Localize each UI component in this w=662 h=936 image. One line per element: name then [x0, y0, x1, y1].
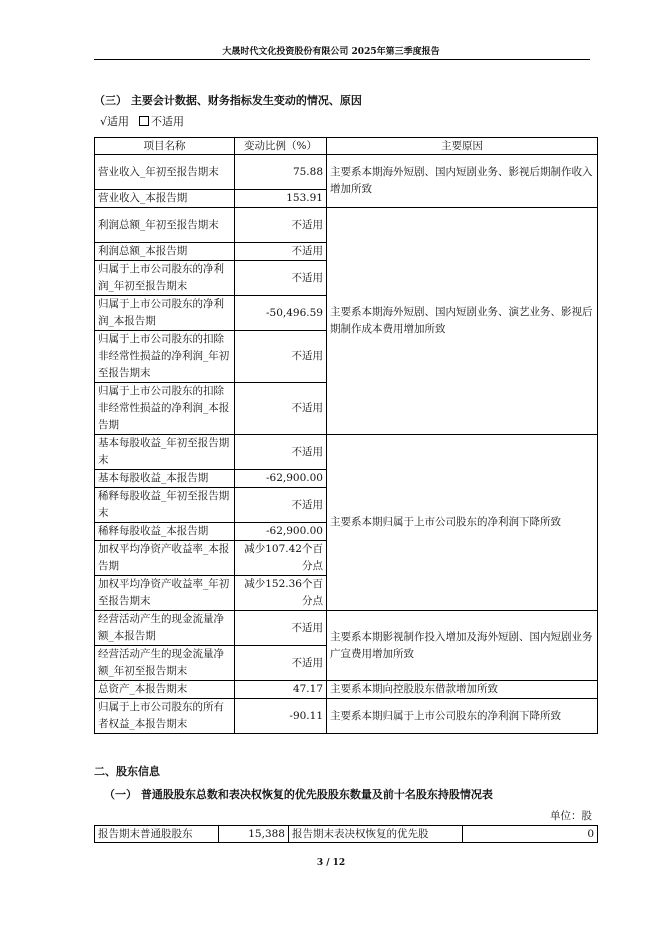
- row-name: 营业收入_年初至报告期末: [95, 155, 235, 190]
- row-ratio: 不适用: [235, 331, 327, 383]
- row-name: 归属于上市公司股东的所有者权益_本报告期末: [95, 699, 235, 734]
- table-row: [95, 155, 598, 190]
- common-shareholders-label: 报告期末普通股股东: [95, 826, 219, 843]
- applicable-check-icon: √: [100, 115, 108, 128]
- row-ratio: 不适用: [235, 383, 327, 435]
- unit-label: 单位：股: [550, 810, 592, 822]
- common-shareholders-value: 15,388: [219, 826, 289, 843]
- row-ratio: 153.91: [235, 190, 327, 208]
- report-header: 大晟时代文化投资股份有限公司 2025年第三季度报告: [222, 47, 440, 57]
- row-name: 归属于上市公司股东的扣除非经常性损益的净利润_年初至报告期末: [95, 331, 235, 383]
- row-name: 经营活动产生的现金流量净额_本报告期: [95, 611, 235, 646]
- header-change-ratio: 变动比例（%）: [235, 138, 327, 155]
- row-name: 利润总额_年初至报告期末: [95, 208, 235, 243]
- applicability: [100, 113, 184, 129]
- section-title: （三） 主要会计数据、财务指标发生变动的情况、原因: [94, 94, 362, 107]
- row-ratio: 不适用: [235, 646, 327, 681]
- row-ratio: 减少152.36个百分点: [235, 576, 327, 611]
- row-name: 归属于上市公司股东的扣除非经常性损益的净利润_本报告期: [95, 383, 235, 435]
- row-name: 基本每股收益_年初至报告期末: [95, 435, 235, 470]
- row-name: 稀释每股收益_本报告期: [95, 523, 235, 541]
- row-name: 基本每股收益_本报告期: [95, 470, 235, 488]
- row-ratio: -50,496.59: [235, 296, 327, 331]
- row-reason: 主要系本期归属于上市公司股东的净利润下降所致: [327, 699, 598, 734]
- row-ratio: -90.11: [235, 699, 327, 734]
- row-ratio: 减少107.42个百分点: [235, 541, 327, 576]
- header-main-reason: 主要原因: [327, 138, 598, 155]
- row-ratio: 不适用: [235, 488, 327, 523]
- row-name: 稀释每股收益_年初至报告期末: [95, 488, 235, 523]
- row-ratio: -62,900.00: [235, 470, 327, 488]
- not-applicable-label: 不适用: [151, 115, 185, 128]
- table-row: [95, 699, 598, 734]
- header-divider: [94, 59, 590, 60]
- preferred-shareholders-value: 0: [463, 826, 598, 843]
- row-name: 归属于上市公司股东的净利润_本报告期: [95, 296, 235, 331]
- table-row: [95, 435, 598, 470]
- row-ratio: -62,900.00: [235, 523, 327, 541]
- row-ratio: 不适用: [235, 611, 327, 646]
- row-reason: 主要系本期海外短剧、国内短剧业务、影视后期制作收入增加所致: [327, 155, 598, 208]
- row-ratio: 不适用: [235, 261, 327, 296]
- shareholder-section-title: 二、股东信息: [94, 765, 160, 778]
- table-row: [95, 826, 598, 843]
- row-name: 利润总额_本报告期: [95, 243, 235, 261]
- header-item-name: 项目名称: [95, 138, 235, 155]
- table-row: [95, 611, 598, 646]
- row-name: 总资产_本报告期末: [95, 681, 235, 699]
- row-reason: 主要系本期向控股股东借款增加所致: [327, 681, 598, 699]
- row-name: 加权平均净资产收益率_年初至报告期末: [95, 576, 235, 611]
- table-header-row: [95, 138, 598, 155]
- row-ratio: 不适用: [235, 435, 327, 470]
- change-table: [94, 137, 598, 734]
- row-name: 营业收入_本报告期: [95, 190, 235, 208]
- row-ratio: 47.17: [235, 681, 327, 699]
- shareholder-subsection-title: （一） 普通股股东总数和表决权恢复的优先股股东数量及前十名股东持股情况表: [104, 788, 493, 801]
- row-name: 加权平均净资产收益率_本报告期: [95, 541, 235, 576]
- applicable-label: 适用: [107, 115, 130, 128]
- preferred-shareholders-label: 报告期末表决权恢复的优先股: [289, 826, 463, 843]
- row-ratio: 不适用: [235, 208, 327, 243]
- table-row: [95, 681, 598, 699]
- row-name: 归属于上市公司股东的净利润_年初至报告期末: [95, 261, 235, 296]
- not-applicable-checkbox: [139, 116, 149, 126]
- row-ratio: 不适用: [235, 243, 327, 261]
- page-number: 3 / 12: [316, 858, 346, 868]
- row-name: 经营活动产生的现金流量净额_年初至报告期末: [95, 646, 235, 681]
- table-row: [95, 208, 598, 243]
- row-reason: 主要系本期海外短剧、国内短剧业务、演艺业务、影视后期制作成本费用增加所致: [327, 208, 598, 435]
- row-reason: 主要系本期影视制作投入增加及海外短剧、国内短剧业务广宣费用增加所致: [327, 611, 598, 681]
- shareholder-table: [94, 825, 598, 843]
- row-reason: 主要系本期归属于上市公司股东的净利润下降所致: [327, 435, 598, 611]
- row-ratio: 75.88: [235, 155, 327, 190]
